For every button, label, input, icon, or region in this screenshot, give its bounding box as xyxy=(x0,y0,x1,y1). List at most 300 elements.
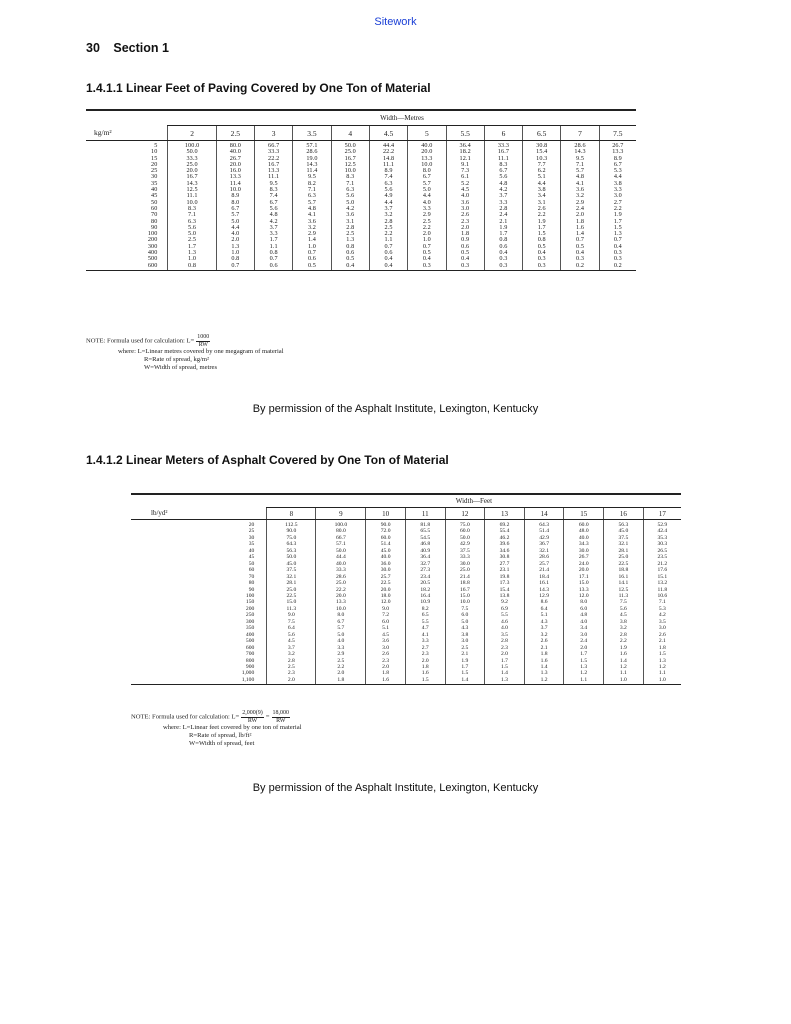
value-cell: 9.5 xyxy=(255,181,293,187)
column-header: 3.5 xyxy=(293,126,331,141)
rate-cell: 80 xyxy=(248,580,255,587)
value-cell: 3.5 xyxy=(643,619,681,625)
value-cell: 0.7 xyxy=(408,244,446,250)
value-cell: 1.4 xyxy=(293,237,331,243)
value-cell: 30.0 xyxy=(564,548,604,554)
value-cell: 17.3 xyxy=(485,580,525,586)
column-header: 13 xyxy=(485,508,525,520)
value-cell: 0.6 xyxy=(369,250,407,256)
value-cell: 0.6 xyxy=(293,256,331,262)
value-cell: 3.2 xyxy=(561,193,599,199)
value-cell: 8.9 xyxy=(599,156,636,162)
asphalt-table-imperial xyxy=(131,493,681,685)
value-cell: 9.5 xyxy=(293,174,331,180)
value-cell: 1.5 xyxy=(445,670,485,676)
value-cell: 2.6 xyxy=(524,638,564,644)
value-cell: 50.0 xyxy=(267,554,316,560)
value-cell: 0.7 xyxy=(255,256,293,262)
column-header: 9 xyxy=(316,508,366,520)
value-cell: 1.7 xyxy=(523,225,561,231)
value-cell: 9.0 xyxy=(267,612,316,618)
value-cell: 2.8 xyxy=(331,225,369,231)
value-cell: 18.2 xyxy=(446,149,484,155)
value-cell: 4.9 xyxy=(369,193,407,199)
value-cell: 4.2 xyxy=(643,612,681,618)
value-cell: 21.4 xyxy=(524,567,564,573)
value-cell: 13.3 xyxy=(255,168,293,174)
value-cell: 4.0 xyxy=(446,193,484,199)
value-cell: 1.3 xyxy=(599,231,636,237)
formula-fraction xyxy=(241,710,264,724)
value-cell: 4.0 xyxy=(564,619,604,625)
value-cell: 11.3 xyxy=(267,606,316,612)
value-cell: 80.0 xyxy=(316,528,366,534)
column-header: 7 xyxy=(561,126,599,141)
value-cell: 1.2 xyxy=(604,664,644,670)
value-cell: 22.2 xyxy=(316,587,366,593)
value-cell: 15.0 xyxy=(445,593,485,599)
value-cell: 1.8 xyxy=(405,664,445,670)
value-cell: 4.8 xyxy=(564,612,604,618)
value-cell: 32.1 xyxy=(267,574,316,580)
rate-cell: 350 xyxy=(245,625,255,632)
value-cell: 0.3 xyxy=(408,263,446,271)
value-cell: 12.9 xyxy=(524,593,564,599)
value-cell: 4.8 xyxy=(255,212,293,218)
value-cell: 1.4 xyxy=(445,677,485,685)
value-cell: 32.1 xyxy=(524,548,564,554)
value-cell: 2.0 xyxy=(561,212,599,218)
rate-cell: 700 xyxy=(245,651,255,658)
section1-note xyxy=(86,334,284,372)
value-cell: 2.0 xyxy=(485,651,525,657)
value-cell: 50.0 xyxy=(316,548,366,554)
value-cell: 2.2 xyxy=(316,664,366,670)
value-cell: 0.9 xyxy=(446,237,484,243)
value-cell: 10.0 xyxy=(216,187,254,193)
value-cell: 1.7 xyxy=(599,219,636,225)
value-cell: 0.6 xyxy=(255,263,293,271)
value-cell: 4.4 xyxy=(408,193,446,199)
value-cell: 100.0 xyxy=(316,520,366,529)
value-cell: 5.6 xyxy=(369,187,407,193)
value-cell: 66.7 xyxy=(316,535,366,541)
rate-cell: 200 xyxy=(147,236,158,244)
rate-cell: 50 xyxy=(151,198,158,206)
value-cell: 6.0 xyxy=(564,606,604,612)
rate-cell: 250 xyxy=(245,612,255,619)
value-cell: 46.2 xyxy=(485,535,525,541)
value-cell: 0.4 xyxy=(331,263,369,271)
rate-cell: 200 xyxy=(245,605,255,612)
value-cell: 3.0 xyxy=(366,645,406,651)
value-cell: 6.9 xyxy=(485,606,525,612)
value-cell: 6.7 xyxy=(599,162,636,168)
width-definition: W=Width of spread, metres xyxy=(144,364,218,371)
value-cell: 5.0 xyxy=(316,632,366,638)
value-cell: 26.7 xyxy=(599,141,636,150)
formula-denominator: RW xyxy=(198,341,208,348)
value-cell: 6.3 xyxy=(369,181,407,187)
rate-definition: R=Rate of spread, lb/ft² xyxy=(189,732,252,739)
value-cell: 28.6 xyxy=(316,574,366,580)
value-cell: 1.9 xyxy=(523,219,561,225)
value-cell: 60.0 xyxy=(445,528,485,534)
value-cell: 3.6 xyxy=(446,200,484,206)
value-cell: 6.7 xyxy=(484,168,522,174)
value-cell: 17.6 xyxy=(643,567,681,573)
value-cell: 2.1 xyxy=(643,638,681,644)
value-cell: 13.3 xyxy=(216,174,254,180)
value-cell: 12.1 xyxy=(446,156,484,162)
column-header: 12 xyxy=(445,508,485,520)
value-cell: 1.3 xyxy=(485,677,525,685)
value-cell: 3.3 xyxy=(599,187,636,193)
value-cell: 34.3 xyxy=(564,541,604,547)
value-cell: 11.4 xyxy=(216,181,254,187)
value-cell: 5.7 xyxy=(216,212,254,218)
value-cell: 0.2 xyxy=(599,263,636,271)
value-cell: 16.1 xyxy=(604,574,644,580)
rate-cell: 600 xyxy=(86,263,168,271)
value-cell: 6.1 xyxy=(446,174,484,180)
value-cell: 0.8 xyxy=(331,244,369,250)
value-cell: 100.0 xyxy=(168,141,216,150)
value-cell: 90.0 xyxy=(267,528,316,534)
value-cell: 11.4 xyxy=(293,168,331,174)
rate-cell: 60 xyxy=(151,204,158,212)
value-cell: 54.5 xyxy=(405,535,445,541)
value-cell: 4.0 xyxy=(316,638,366,644)
value-cell: 14.3 xyxy=(561,149,599,155)
value-cell: 21.2 xyxy=(643,561,681,567)
value-cell: 3.7 xyxy=(267,645,316,651)
rate-cell: 15 xyxy=(151,154,158,162)
value-cell: 0.4 xyxy=(599,244,636,250)
rate-cell: 50 xyxy=(248,560,255,567)
value-cell: 28.6 xyxy=(293,149,331,155)
value-cell: 12.0 xyxy=(564,593,604,599)
value-cell: 20.0 xyxy=(366,587,406,593)
table-row xyxy=(86,263,636,271)
value-cell: 13.3 xyxy=(408,156,446,162)
value-cell: 13.8 xyxy=(485,593,525,599)
value-cell: 6.3 xyxy=(331,187,369,193)
value-cell: 1.4 xyxy=(524,664,564,670)
value-cell: 14.1 xyxy=(604,580,644,586)
value-cell: 40.0 xyxy=(564,535,604,541)
value-cell: 5.7 xyxy=(561,168,599,174)
value-cell: 25.0 xyxy=(267,587,316,593)
value-cell: 22.5 xyxy=(267,593,316,599)
value-cell: 4.8 xyxy=(561,174,599,180)
value-cell: 50.0 xyxy=(168,149,216,155)
value-cell: 14.3 xyxy=(524,587,564,593)
value-cell: 14.8 xyxy=(369,156,407,162)
value-cell: 0.5 xyxy=(523,244,561,250)
value-cell: 5.7 xyxy=(408,181,446,187)
value-cell: 1.0 xyxy=(408,237,446,243)
value-cell: 1.4 xyxy=(561,231,599,237)
value-cell: 18.8 xyxy=(445,580,485,586)
note-label: NOTE: Formula used for calculation: L= xyxy=(86,337,195,345)
value-cell: 2.6 xyxy=(366,651,406,657)
value-cell: 26.7 xyxy=(564,554,604,560)
value-cell: 11.3 xyxy=(604,593,644,599)
value-cell: 20.0 xyxy=(564,567,604,573)
value-cell: 30.8 xyxy=(485,554,525,560)
value-cell: 3.8 xyxy=(604,619,644,625)
rate-cell: 150 xyxy=(245,599,255,606)
value-cell: 8.3 xyxy=(331,174,369,180)
value-cell: 44.4 xyxy=(316,554,366,560)
value-cell: 2.9 xyxy=(561,200,599,206)
formula-equals: = xyxy=(265,713,270,721)
rate-cell: 5 xyxy=(154,142,158,149)
value-cell: 75.0 xyxy=(445,520,485,529)
value-cell: 3.8 xyxy=(445,632,485,638)
value-cell: 1.5 xyxy=(485,664,525,670)
value-cell: 4.2 xyxy=(484,187,522,193)
value-cell: 25.0 xyxy=(168,162,216,168)
value-cell: 1.8 xyxy=(366,670,406,676)
value-cell: 3.7 xyxy=(484,193,522,199)
paving-table-metric xyxy=(86,109,636,271)
value-cell: 51.4 xyxy=(524,528,564,534)
value-cell: 5.1 xyxy=(366,625,406,631)
value-cell: 3.5 xyxy=(485,632,525,638)
value-cell: 3.8 xyxy=(523,187,561,193)
value-cell: 25.7 xyxy=(524,561,564,567)
value-cell: 30.0 xyxy=(445,561,485,567)
value-cell: 0.3 xyxy=(599,250,636,256)
rate-cell: 10 xyxy=(151,148,158,156)
note-label: NOTE: Formula used for calculation: L= xyxy=(131,713,240,721)
value-cell: 10.3 xyxy=(523,156,561,162)
value-cell: 5.0 xyxy=(331,200,369,206)
value-cell: 3.3 xyxy=(484,200,522,206)
value-cell: 10.0 xyxy=(316,606,366,612)
value-cell: 3.3 xyxy=(316,645,366,651)
value-cell: 3.0 xyxy=(446,206,484,212)
value-cell: 57.1 xyxy=(293,141,331,150)
value-cell: 5.7 xyxy=(316,625,366,631)
value-cell: 36.4 xyxy=(446,141,484,150)
value-cell: 4.8 xyxy=(293,206,331,212)
value-cell: 1.7 xyxy=(168,244,216,250)
value-cell: 6.3 xyxy=(293,193,331,199)
column-header: 17 xyxy=(643,508,681,520)
value-cell: 26.5 xyxy=(643,548,681,554)
value-cell: 16.7 xyxy=(168,174,216,180)
table-corner xyxy=(131,494,267,508)
value-cell: 3.7 xyxy=(524,625,564,631)
value-cell: 81.8 xyxy=(405,520,445,529)
value-cell: 0.5 xyxy=(331,256,369,262)
value-cell: 27.3 xyxy=(405,567,445,573)
value-cell: 4.4 xyxy=(216,225,254,231)
value-cell: 5.7 xyxy=(293,200,331,206)
value-cell: 66.7 xyxy=(255,141,293,150)
value-cell: 8.9 xyxy=(369,168,407,174)
value-cell: 2.9 xyxy=(293,231,331,237)
value-cell: 1.0 xyxy=(293,244,331,250)
value-cell: 3.1 xyxy=(523,200,561,206)
value-cell: 4.8 xyxy=(484,181,522,187)
column-header: 4 xyxy=(331,126,369,141)
value-cell: 4.3 xyxy=(445,625,485,631)
value-cell: 8.0 xyxy=(408,168,446,174)
page-header xyxy=(86,41,169,55)
value-cell: 4.0 xyxy=(216,231,254,237)
value-cell: 2.1 xyxy=(524,645,564,651)
value-cell: 3.6 xyxy=(331,212,369,218)
value-cell: 4.7 xyxy=(405,625,445,631)
value-cell: 13.2 xyxy=(643,580,681,586)
value-cell: 2.8 xyxy=(604,632,644,638)
value-cell: 5.3 xyxy=(599,168,636,174)
value-cell: 52.9 xyxy=(643,520,681,529)
rate-cell: 300 xyxy=(245,618,255,625)
value-cell: 0.7 xyxy=(561,237,599,243)
rate-cell: 30 xyxy=(151,173,158,181)
value-cell: 5.6 xyxy=(331,193,369,199)
value-cell: 2.5 xyxy=(331,231,369,237)
value-cell: 1.1 xyxy=(369,237,407,243)
value-cell: 1.6 xyxy=(524,658,564,664)
value-cell: 23.4 xyxy=(405,574,445,580)
value-cell: 36.7 xyxy=(524,541,564,547)
value-cell: 23.1 xyxy=(485,567,525,573)
rate-cell: 500 xyxy=(147,255,158,263)
value-cell: 64.3 xyxy=(524,520,564,529)
value-cell: 13.3 xyxy=(316,599,366,605)
value-cell: 20.0 xyxy=(216,162,254,168)
value-cell: 6.0 xyxy=(366,619,406,625)
value-cell: 2.9 xyxy=(408,212,446,218)
formula-denominator: RW xyxy=(276,717,286,724)
value-cell: 0.8 xyxy=(255,250,293,256)
column-header: 6 xyxy=(484,126,522,141)
value-cell: 3.6 xyxy=(561,187,599,193)
value-cell: 69.2 xyxy=(485,520,525,529)
value-cell: 0.3 xyxy=(599,256,636,262)
value-cell: 2.2 xyxy=(523,212,561,218)
section2-heading: 1.4.1.2 Linear Meters of Asphalt Covered by One Ton of Material xyxy=(86,453,449,467)
value-cell: 20.0 xyxy=(168,168,216,174)
rate-cell: 70 xyxy=(151,211,158,219)
value-cell: 65.5 xyxy=(405,528,445,534)
value-cell: 16.7 xyxy=(484,149,522,155)
column-header: 4.5 xyxy=(369,126,407,141)
value-cell: 12.0 xyxy=(366,599,406,605)
value-cell: 1.9 xyxy=(604,645,644,651)
formula-fraction xyxy=(196,334,210,348)
value-cell: 5.0 xyxy=(445,619,485,625)
value-cell: 0.8 xyxy=(216,256,254,262)
value-cell: 0.7 xyxy=(369,244,407,250)
value-cell: 12.5 xyxy=(604,587,644,593)
value-cell: 1.2 xyxy=(643,664,681,670)
value-cell: 15.1 xyxy=(643,574,681,580)
value-cell: 0.3 xyxy=(484,263,522,271)
value-cell: 19.8 xyxy=(485,574,525,580)
value-cell: 42.9 xyxy=(445,541,485,547)
value-cell: 25.0 xyxy=(604,554,644,560)
value-cell: 1.3 xyxy=(168,250,216,256)
value-cell: 2.3 xyxy=(267,670,316,676)
value-cell: 1.6 xyxy=(561,225,599,231)
value-cell: 13.3 xyxy=(599,149,636,155)
value-cell: 1.5 xyxy=(564,658,604,664)
value-cell: 2.6 xyxy=(523,206,561,212)
table-corner xyxy=(86,110,168,126)
rate-cell: 600 xyxy=(245,644,255,651)
value-cell: 44.4 xyxy=(369,141,407,150)
value-cell: 4.1 xyxy=(293,212,331,218)
value-cell: 40.0 xyxy=(366,554,406,560)
value-cell: 0.5 xyxy=(408,250,446,256)
value-cell: 51.4 xyxy=(366,541,406,547)
value-cell: 6.0 xyxy=(445,612,485,618)
value-cell: 2.0 xyxy=(267,677,316,685)
section-title: Section 1 xyxy=(113,41,169,55)
value-cell: 5.0 xyxy=(408,187,446,193)
value-cell: 3.0 xyxy=(599,193,636,199)
value-cell: 42.9 xyxy=(524,535,564,541)
value-cell: 8.2 xyxy=(405,606,445,612)
value-cell: 7.1 xyxy=(331,181,369,187)
formula-numerator: 18,000 xyxy=(272,710,289,716)
column-header: 2 xyxy=(168,126,216,141)
value-cell: 33.3 xyxy=(484,141,522,150)
value-cell: 1.8 xyxy=(524,651,564,657)
rate-cell: 70 xyxy=(248,573,255,580)
rate-definition: R=Rate of spread, kg/m² xyxy=(144,356,210,363)
value-cell: 1.5 xyxy=(523,231,561,237)
column-header: 15 xyxy=(564,508,604,520)
value-cell: 0.7 xyxy=(293,250,331,256)
value-cell: 1.3 xyxy=(331,237,369,243)
rate-cell: 1,000 xyxy=(241,670,255,677)
value-cell: 37.5 xyxy=(604,535,644,541)
rate-cell: 35 xyxy=(151,179,158,187)
rate-cell: 40 xyxy=(151,186,158,194)
value-cell: 16.0 xyxy=(216,168,254,174)
rate-cell: 80 xyxy=(151,217,158,225)
value-cell: 55.4 xyxy=(485,528,525,534)
value-cell: 8.0 xyxy=(216,200,254,206)
value-cell: 1.1 xyxy=(255,244,293,250)
rate-cell: 25 xyxy=(151,167,158,175)
value-cell: 5.6 xyxy=(255,206,293,212)
value-cell: 4.1 xyxy=(561,181,599,187)
value-cell: 22.2 xyxy=(255,156,293,162)
value-cell: 7.1 xyxy=(643,599,681,605)
width-superheader: Width—Metres xyxy=(168,110,636,126)
value-cell: 3.0 xyxy=(445,638,485,644)
value-cell: 22.2 xyxy=(369,149,407,155)
value-cell: 28.1 xyxy=(267,580,316,586)
value-cell: 3.2 xyxy=(524,632,564,638)
value-cell: 7.4 xyxy=(255,193,293,199)
value-cell: 2.0 xyxy=(564,645,604,651)
value-cell: 16.7 xyxy=(445,587,485,593)
value-cell: 7.5 xyxy=(604,599,644,605)
rate-cell: 45 xyxy=(248,554,255,561)
value-cell: 19.0 xyxy=(293,156,331,162)
value-cell: 40.9 xyxy=(405,548,445,554)
